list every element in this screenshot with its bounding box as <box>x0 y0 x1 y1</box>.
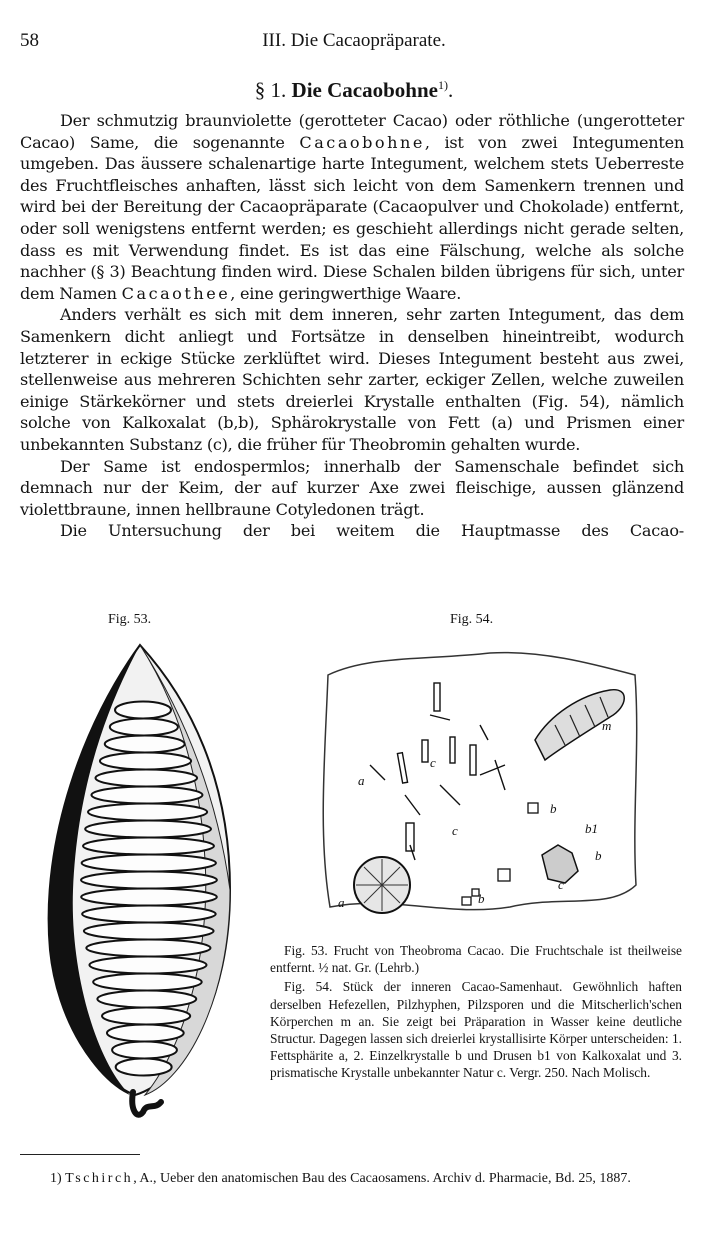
running-header <box>20 30 688 56</box>
footnote-rule <box>20 1154 140 1155</box>
cacao-bean <box>91 787 202 804</box>
figure-54-letter: b <box>595 848 602 863</box>
figure-captions <box>270 942 682 1082</box>
figure-54-letter: b1 <box>585 821 598 836</box>
figure-54-letter: b <box>550 801 557 816</box>
caption-fig-53: Fig. 53. Frucht von Theobroma Cacao. Die Fruchtschale ist theilweise entfernt. ½ nat. Gr. (Lehrb.) <box>270 943 682 976</box>
figure-54-letter: c <box>430 755 436 770</box>
cacao-bean <box>82 855 216 872</box>
fat-spherite <box>354 857 410 913</box>
footnote-reference: 1) <box>437 78 448 92</box>
cacao-bean <box>112 1042 177 1059</box>
cacao-bean <box>107 1025 184 1042</box>
cacao-pod-illustration <box>25 640 255 1120</box>
term-cacaobohne: Cacaobohne <box>299 132 425 152</box>
cacao-bean <box>85 821 211 838</box>
cacao-bean <box>100 753 191 770</box>
figure-54-letter: m <box>602 718 612 733</box>
paragraph-2: Anders verhält es sich mit dem inneren, sehr zarten Integument, das dem Samenkern dicht anliegt und Fortsätze in denselben hineintreibt, wodurch letzterer in eckige Stücke zerklüftet wird. Dieses Integument besteht aus zwei, stellenweise aus mehreren Schichten sehr zarter, eckiger Zellen, welche zuweilen einige Stärkekörner und stets dreierlei Krystalle enthalten (Fig. 54), nämlich solche von Kalkoxalat (b,b), Sphärokrystalle von Fett (a) und Prismen einer unbekannten Substanz (c), die früher für Theobromin gehalten wurde. <box>20 305 684 454</box>
figure-54-letter: c <box>558 877 564 892</box>
cacao-bean <box>115 702 171 719</box>
figure-53-label: Fig. 53. <box>108 612 152 627</box>
cacao-bean <box>81 889 217 906</box>
paragraph-1-text-c: , ist von zwei Integumenten umgeben. Das äussere schalenartige harte Integument, welchem stets Ueberreste des Fruchtfleisches anhaften, lässt sich leicht von dem Samenkern trennen und wird bei der Bereitung der Cacaopräparate (Cacaopulver und Chokolade) entfernt, oder soll wenigstens entfernt werden; es geschieht allerdings nicht gerade selten, dass es mit Verwendung findet. Es ist das eine Fälschung, welche als solche nachher (§ 3) Beachtung finden wird. Diese Schalen bilden übrigens für sich, unter dem Namen <box>20 132 684 303</box>
cacao-bean <box>84 923 214 940</box>
footnote-author: Tschirch <box>65 1171 134 1186</box>
paragraph-4: Die Untersuchung der bei weitem die Hauptmasse des Cacao- <box>60 521 684 541</box>
cacao-bean <box>116 1059 172 1076</box>
figure-54-letter: a <box>358 773 365 788</box>
cacao-bean <box>82 906 216 923</box>
cacao-bean <box>97 991 196 1008</box>
body-text <box>20 110 684 542</box>
cacao-bean <box>89 957 206 974</box>
running-title: III. Die Cacaopräparate. <box>262 30 446 51</box>
cacao-bean <box>88 804 207 821</box>
section-title: Die Cacaobohne <box>291 78 438 102</box>
cacao-bean <box>102 1008 190 1025</box>
cacao-bean <box>95 770 197 787</box>
cacao-bean <box>81 872 217 889</box>
paragraph-1 <box>20 110 684 304</box>
paragraph-1-text-a: Der schmutzig braunviolette (gerotteter Cacao) oder röthliche (ungerotteter Cacao) Same, die sogenannte <box>20 111 684 152</box>
crystal-micrograph <box>310 645 645 925</box>
paragraph-3: Der Same ist endospermlos; innerhalb der Samenschale befindet sich demnach nur der Keim, der auf kurzer Axe zwei fleischige, aussen glänzend violettbraune, innen hellbraune Cotyledonen trägt. <box>20 456 684 519</box>
figure-54-label: Fig. 54. <box>450 612 494 627</box>
cacao-bean <box>83 838 214 855</box>
cacao-bean <box>93 974 202 991</box>
prismatic-crystals <box>370 683 505 860</box>
footnote <box>20 1170 684 1188</box>
cacao-bean <box>105 736 185 753</box>
page-number: 58 <box>20 30 39 51</box>
cacao-bean <box>110 719 178 736</box>
caption-fig-54: Fig. 54. Stück der inneren Cacao-Samenhaut. Gewöhnlich haften derselben Hefezellen, Pilzhyphen, Pilzsporen und die Mitscherlich'schen Körperchen m an. Sie zeigt bei Präparation in Wasser keine deutliche Structur. Dagegen lassen sich dreierlei krystallisirte Körper unterscheiden: 1. Fettsphärite a, 2. Einzelkrystalle b und Drusen b1 von Kalkoxalat und 3. prismatische Krystalle unbekannter Natur c. Vergr. 250. Nach Molisch. <box>270 979 683 1081</box>
figure-54-letter: b <box>478 891 485 906</box>
paragraph-1-text-e: , eine geringwerthige Waare. <box>230 283 462 303</box>
calcium-oxalate-crystals <box>462 803 538 905</box>
figure-54-letter: c <box>452 823 458 838</box>
footnote-number: 1) <box>50 1171 62 1186</box>
section-number: § 1. <box>254 78 287 102</box>
section-title-period: . <box>447 78 454 102</box>
section-heading <box>20 78 688 103</box>
figure-54-letter: a <box>338 895 345 910</box>
cacao-bean <box>86 940 210 957</box>
footnote-text: , A., Ueber den anatomischen Bau des Cacaosamens. Archiv d. Pharmacie, Bd. 25, 1887. <box>133 1171 631 1186</box>
term-cacaothee: Cacaothee <box>121 283 231 303</box>
